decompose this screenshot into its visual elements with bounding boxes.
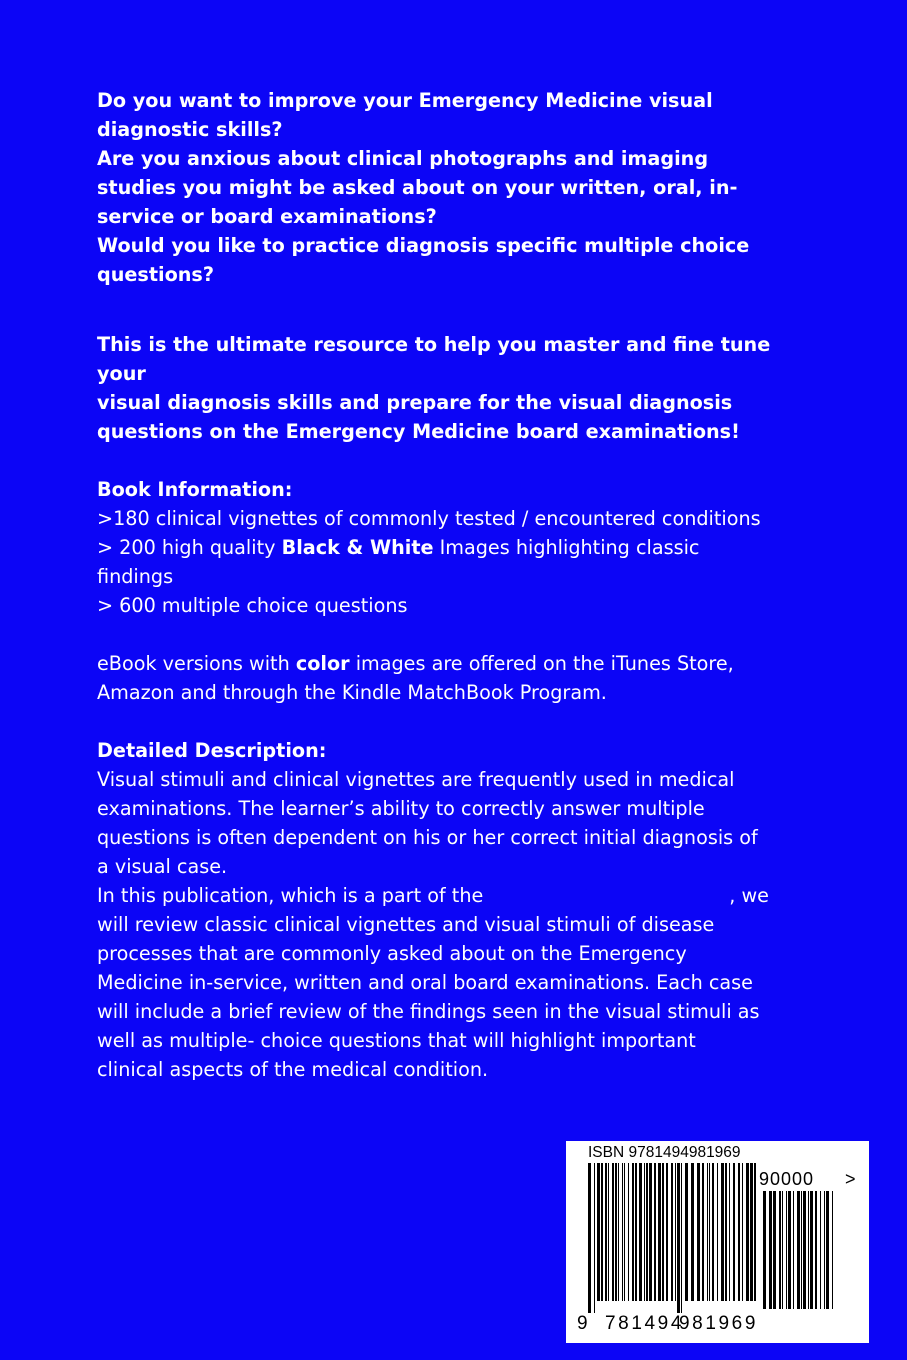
isbn-label: ISBN 9781494981969 [588,1144,741,1161]
barcode-bar [810,1191,813,1309]
intro-q3-line2: questions? [97,263,214,286]
pitch-line1: This is the ultimate resource to help you master and fine tune your [97,333,771,385]
description-line-10: well as multiple- choice questions that will highlight important [97,1029,696,1052]
barcode-bar [618,1163,619,1301]
back-cover-text [97,86,777,1084]
ebook-line2: Amazon and through the Kindle MatchBook Program. [97,681,607,704]
barcode-bar [622,1163,623,1301]
barcode-bar [769,1191,772,1309]
barcode-bar [697,1163,700,1301]
barcode-bar [597,1163,600,1301]
barcode-bar [646,1163,648,1301]
description-line-3: questions is often dependent on his or her correct initial diagnosis of [97,826,758,849]
intro-q2-line2: studies you might be asked about on your written, oral, in- [97,176,738,199]
barcode-bar [685,1163,688,1301]
intro-questions [97,86,777,289]
isbn-digit-group-1: 781494 [605,1313,685,1334]
book-info-item-2-post: Images highlighting classic findings [97,536,700,588]
description-line-8: Medicine in-service, written and oral board examinations. Each case [97,971,753,994]
barcode-bar [801,1191,802,1309]
barcode-bar [605,1163,607,1301]
price-arrow: > [845,1169,856,1189]
description-line-2: examinations. The learner’s ability to correctly answer multiple [97,797,705,820]
barcode-bar [742,1163,743,1301]
barcode-bar [702,1163,704,1301]
barcode-bar [707,1163,708,1301]
barcode-bar [681,1163,682,1313]
barcode-bar [717,1163,718,1301]
ebook-line1-pre: eBook versions with [97,652,296,675]
barcode-bar [632,1163,634,1301]
barcode-bar [763,1191,766,1309]
intro-q3-line1: Would you like to practice diagnosis specific multiple choice [97,234,750,257]
description-line-5-end: , we [729,884,769,907]
ebook-line1-post: images are offered on the iTunes Store, [349,652,734,675]
barcode-bar [824,1191,825,1309]
barcode-bar [721,1163,724,1301]
barcode-bar [635,1163,637,1301]
description-heading: Detailed Description: [97,739,327,762]
pitch-line2: visual diagnosis skills and prepare for the visual diagnosis [97,391,733,414]
intro-q2-line1: Are you anxious about clinical photographs and imaging [97,147,709,170]
barcode-bars [588,1163,758,1313]
barcode-bar [729,1163,730,1301]
barcode-bar [608,1163,609,1301]
book-info-item-2-bold: Black & White [281,536,434,559]
description-line-6: will review classic clinical vignettes and visual stimuli of disease [97,913,715,936]
barcode-bar [832,1191,833,1309]
book-info-item-1: >180 clinical vignettes of commonly tested / encountered conditions [97,507,761,530]
description-line-5: In this publication, which is a part of the [97,884,484,907]
barcode-bar [709,1163,710,1301]
description-line-7: processes that are commonly asked about on the Emergency [97,942,687,965]
barcode-bar [803,1191,806,1309]
barcode-bar [793,1191,794,1309]
isbn-barcode [566,1141,869,1343]
barcode-bar [808,1191,809,1309]
ebook-line1-bold: color [295,652,350,675]
barcode-bar [649,1163,652,1301]
barcode-bar [588,1163,591,1313]
barcode-bar [639,1163,642,1301]
description-line-1: Visual stimuli and clinical vignettes are frequently used in medical [97,768,735,791]
barcode-bar [820,1191,821,1309]
pitch-line3: questions on the Emergency Medicine board examinations! [97,420,740,443]
description-line-9: will include a brief review of the findings seen in the visual stimuli as [97,1000,760,1023]
ebook-section [97,649,777,707]
barcode-bar [624,1163,625,1301]
intro-q1-line1: Do you want to improve your Emergency Medicine visual [97,89,713,112]
barcode-bar [773,1191,776,1309]
barcode-bar [826,1191,829,1309]
barcode-bar [815,1191,817,1309]
barcode-bar [779,1191,781,1309]
description-section [97,736,777,1084]
barcode-bar [754,1163,756,1301]
barcode-bar [691,1163,694,1301]
barcode-bar [750,1163,753,1301]
price-barcode-bars [763,1191,835,1321]
description-line-4: a visual case. [97,855,228,878]
barcode-bar [712,1163,714,1301]
barcode-bar [782,1191,783,1309]
barcode-bar [644,1163,645,1301]
pitch-paragraph [97,330,777,446]
barcode-bar [797,1191,800,1309]
barcode-bar [615,1163,617,1301]
barcode-bar [725,1163,727,1301]
book-info-item-3: > 600 multiple choice questions [97,594,408,617]
price-code: 90000 [759,1169,815,1189]
isbn-digit-group-2: 981969 [679,1313,759,1334]
barcode-bar [666,1163,668,1301]
barcode-bar [628,1163,629,1301]
book-info-item-2-pre: > 200 high quality [97,536,282,559]
barcode-bar [612,1163,614,1301]
barcode-bar [594,1163,595,1313]
barcode-bar [733,1163,735,1301]
barcode-bar [675,1163,676,1301]
barcode-bar [786,1191,787,1309]
barcode-bar [738,1163,740,1301]
barcode-bar [654,1163,656,1301]
barcode-bar [671,1163,673,1301]
book-info-item-2 [97,536,699,588]
isbn-lead-digit: 9 [577,1313,589,1334]
barcode-bar [658,1163,661,1301]
description-line-11: clinical aspects of the medical condition. [97,1058,489,1081]
barcode-bar [746,1163,749,1301]
intro-q2-line3: service or board examinations? [97,205,437,228]
barcode-bar [677,1163,680,1313]
intro-q1-line2: diagnostic skills? [97,118,283,141]
book-info-heading: Book Information: [97,478,293,501]
barcode-bar [601,1163,603,1301]
book-info-section [97,475,777,620]
barcode-bar [662,1163,664,1301]
barcode-bar [788,1191,791,1309]
